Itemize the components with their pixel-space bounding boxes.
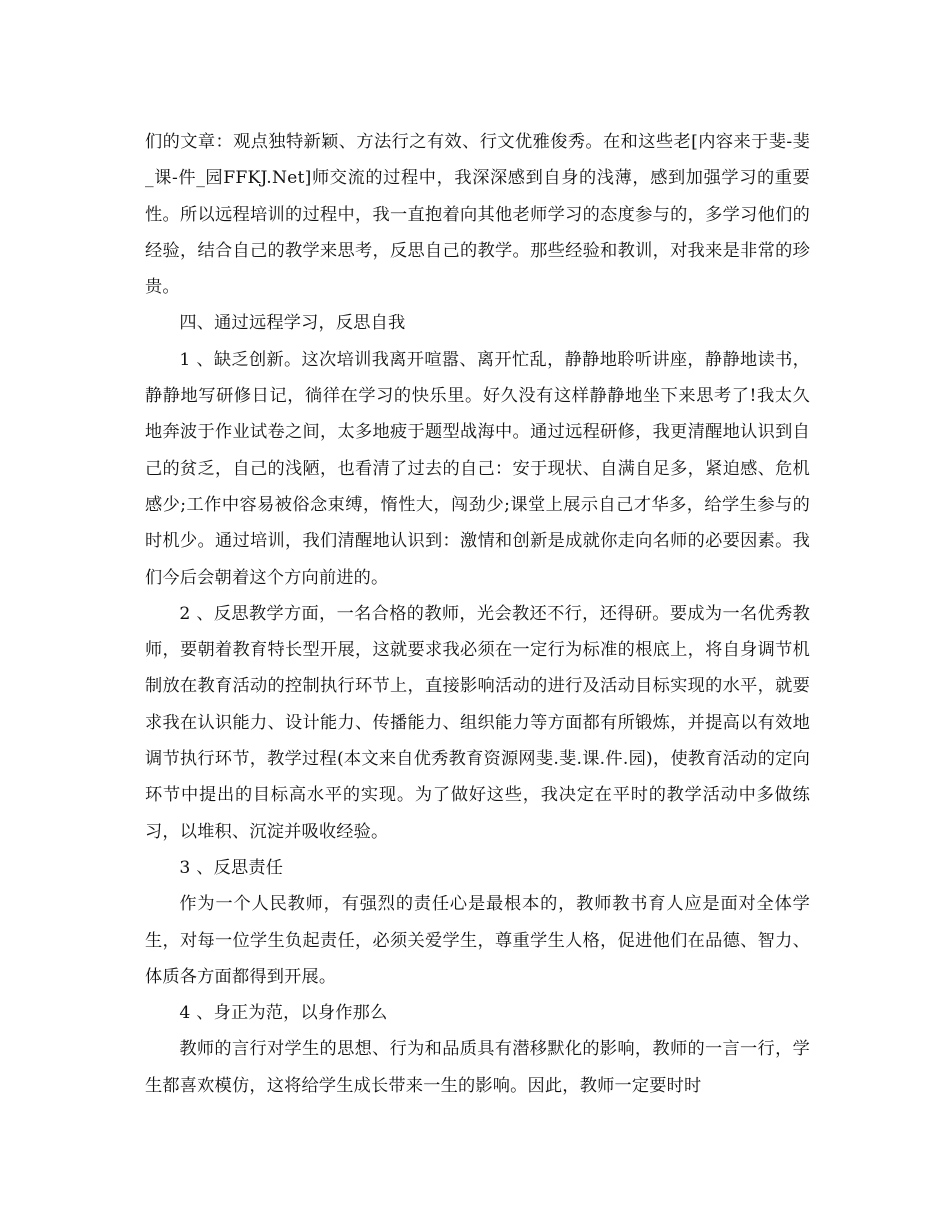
paragraph-continuation: 们的文章：观点独特新颖、方法行之有效、行文优雅俊秀。在和这些老[内容来于斐-斐_课-件_园FFKJ.Net]师交流的过程中，我深深感到自身的浅薄，感到加强学习的重要性。所以远程培训的过程中，我一直抱着向其他老师学习的态度参与的，多学习他们的经验，结合自己的教学来思考，反思自己的教学。那些经验和教训，对我来是非常的珍贵。: [145, 132, 810, 298]
document-body: [145, 124, 810, 1104]
paragraph-role-model: 教师的言行对学生的思想、行为和品质具有潜移默化的影响，教师的一言一行，学生都喜欢模仿，这将给学生成长带来一生的影响。因此，教师一定要时时: [145, 1039, 810, 1096]
paragraph-teaching-reflection: 2 、反思教学方面，一名合格的教师，光会教还不行，还得研。要成为一名优秀教师，要朝着教育特长型开展，这就要求我必须在一定行为标准的根底上，将自身调节机制放在教育活动的控制执行环节上，直接影响活动的进行及活动目标实现的水平，就要求我在认识能力、设计能力、传播能力、组织能力等方面都有所锻炼，并提高以有效地调节执行环节，教学过程(本文来自优秀教育资源网斐.斐.课.件.园)，使教育活动的定向环节中提出的目标高水平的实现。为了做好这些，我决定在平时的教学活动中多做练习，以堆积、沉淀并吸收经验。: [145, 603, 810, 842]
paragraph-innovation: 1 、缺乏创新。这次培训我离开喧嚣、离开忙乱，静静地聆听讲座，静静地读书，静静地写研修日记，徜徉在学习的快乐里。好久没有这样静静地坐下来思考了!我太久地奔波于作业试卷之间，太多地疲于题型战海中。通过远程研修，我更清醒地认识到自己的贫乏，自己的浅陋，也看清了过去的自己：安于现状、自满自足多，紧迫感、危机感少;工作中容易被俗念束缚，惰性大，闯劲少;课堂上展示自己才华多，给学生参与的时机少。通过培训，我们清醒地认识到：激情和创新是成就你走向名师的必要因素。我们今后会朝着这个方向前进的。: [145, 349, 810, 588]
subheading-role-model: 4 、身正为范，以身作那么: [179, 1003, 388, 1024]
paragraph-responsibility: 作为一个人民教师，有强烈的责任心是最根本的，教师教书育人应是面对全体学生，对每一位学生负起责任，必须关爱学生，尊重学生人格，促进他们在品德、智力、体质各方面都得到开展。: [145, 894, 810, 987]
subheading-responsibility: 3 、反思责任: [179, 857, 284, 878]
section-heading-reflection: 四、通过远程学习，反思自我: [179, 313, 406, 334]
